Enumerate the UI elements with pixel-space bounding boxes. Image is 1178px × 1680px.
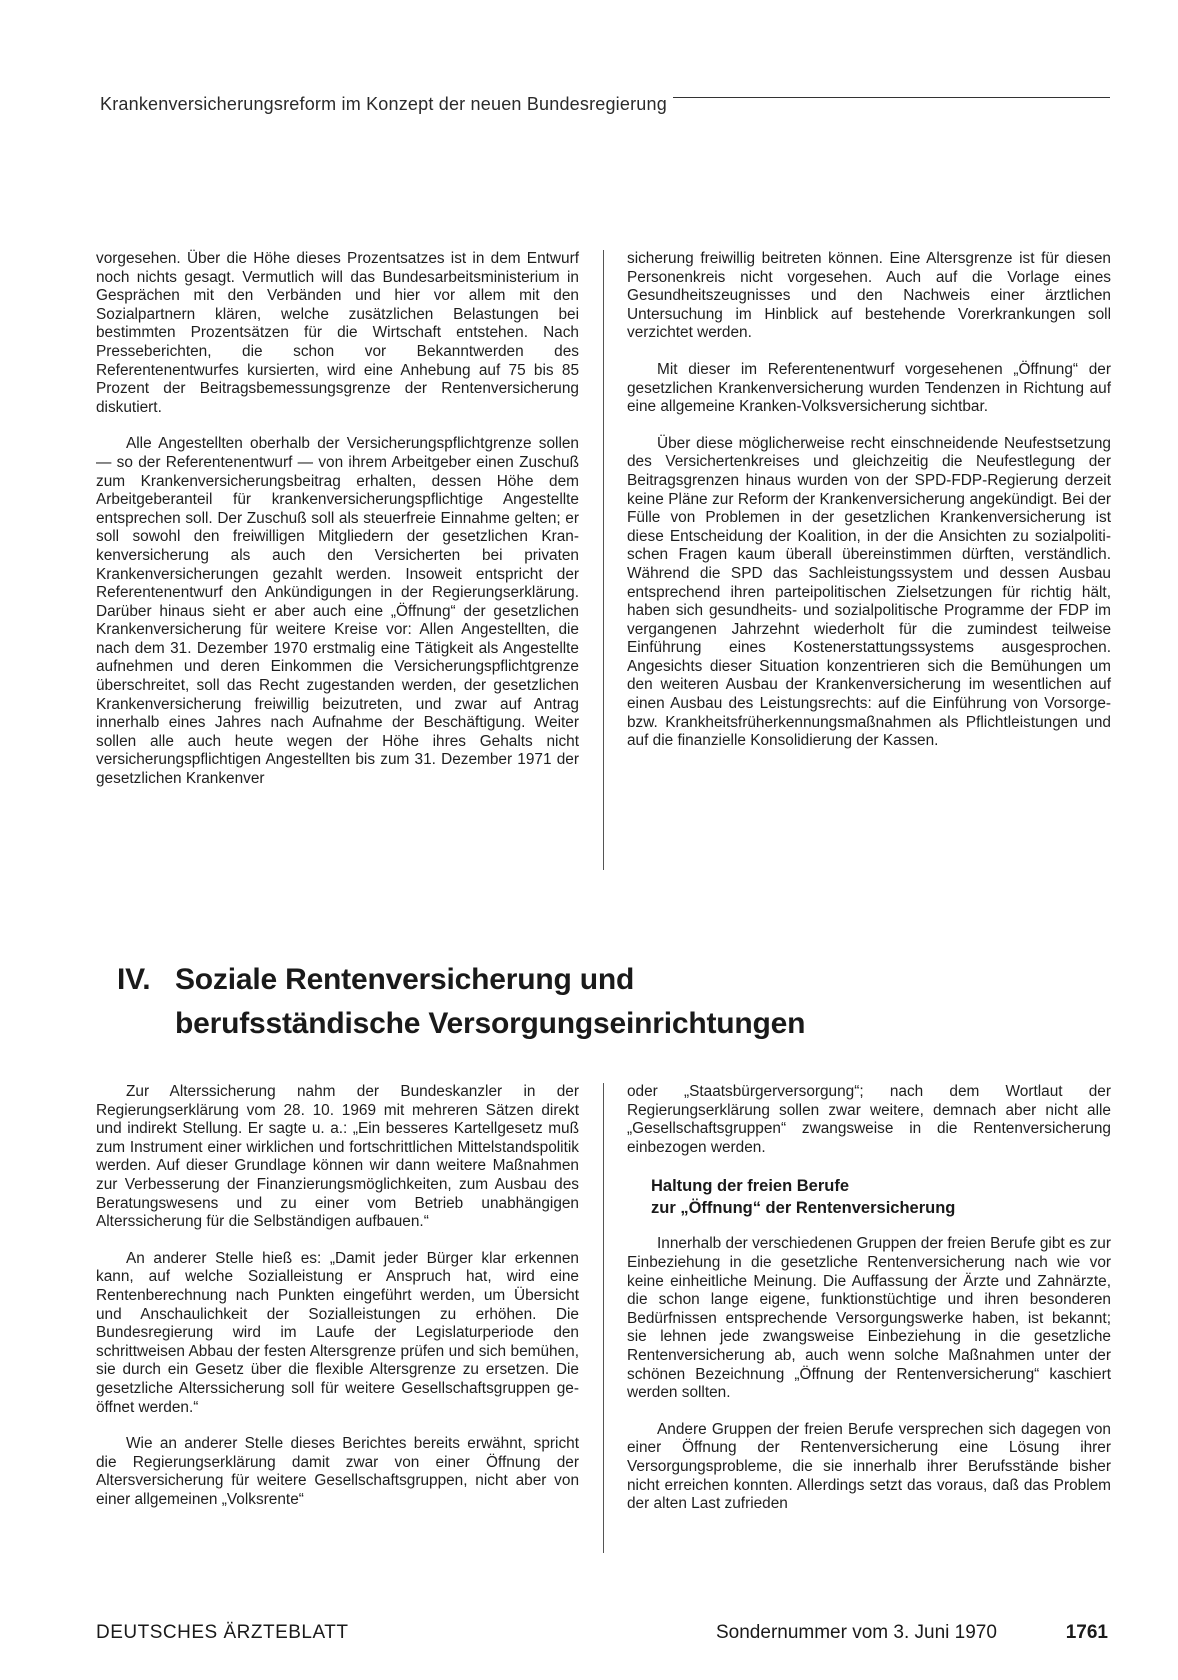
- journal-name: DEUTSCHES ÄRZTEBLATT: [96, 1622, 349, 1643]
- running-head: [100, 92, 1110, 116]
- paragraph: vorgesehen. Über die Höhe dieses Prozentsatzes ist in dem Entwurf noch nichts gesagt. Vermutlich will das Bundesarbeitsministerium in Gesprächen mit den Verbänden und hier vor allem mit den Sozialpartnern klären, welche zusätzlichen Belastungen bei bestimmten Prozentsätzen für die Wirtschaft entstehen. Nach Presseberichten, die schon vor Bekanntwerden des Referentenentwurfes kursierten, wird eine Anhebung auf 75 bis 85 Prozent der Beitragsbemessungsgrenze der Rentenversicherung diskutiert.: [96, 250, 579, 416]
- running-head-title: Krankenversicherungsreform im Konzept der neuen Bundesregierung: [100, 93, 667, 114]
- lower-right-column: [627, 1083, 1111, 1514]
- section-number: IV.: [117, 963, 151, 996]
- paragraph: oder „Staatsbürgerversorgung“; nach dem Wortlaut der Regierungserklärung sollen zwar weitere, demnach aber nicht alle „Gesellschaftsgruppen“ zwangsweise in die Rentenversicherung einbezogen werden.: [627, 1083, 1111, 1156]
- running-head-rule: [673, 97, 1110, 98]
- subsection-heading: [651, 1175, 1111, 1219]
- issue-date: Sondernummer vom 3. Juni 1970: [716, 1622, 997, 1643]
- upper-left-column: [96, 250, 579, 789]
- section-heading-line2: berufsständische Versorgungseinrichtungen: [175, 1007, 806, 1040]
- lower-left-column: [96, 1083, 579, 1509]
- paragraph: Wie an anderer Stelle dieses Berichtes bereits erwähnt, spricht die Regierungserklärung damit zwar von einer Öffnung der Altersversicherung für weitere Gesellschaftsgruppen, nicht aber von einer allgemeinen „Volksrente“: [96, 1435, 579, 1508]
- paragraph: Alle Angestellten oberhalb der Versicherungspflichtgrenze sollen — so der Referentenentwurf — von ihrem Arbeitgeber einen Zuschuß zum Krankenversicherungsbeitrag erhalten, dessen Höhe dem Arbeitgeberanteil für krankenversicherungspflichtige Angestellte entsprechen soll. Der Zuschuß soll als steuerfreie Einnahme gelten; er soll sowohl den freiwilligen Mitgliedern der gesetzlichen Krankenversicherung als auch den Versicherten bei privaten Krankenversicherungen gezahlt werden. Insoweit entspricht der Referentenentwurf den Ankündigungen in der Regierungserklärung. Darüber hinaus sieht er aber auch eine „Öffnung“ der gesetzlichen Krankenversicherung für weitere Kreise vor: Allen Angestellten, die nach dem 31. Dezember 1970 erstmalig eine Tätigkeit als Angestellte aufnehmen und deren Einkommen die Versicherungspflichtgrenze überschreitet, soll das Recht zugestanden werden, der gesetzlichen Krankenversicherung freiwillig beizutreten, und zwar auf Antrag innerhalb eines Jahres nach Aufnahme der Beschäftigung. Weiter sollen alle auch heute wegen der Höhe ihres Gehalts nicht versicherungspflichtigen Angestellten bis zum 31. Dezember 1971 der gesetzlichen Krankenver: [96, 435, 579, 788]
- paragraph: Mit dieser im Referentenentwurf vorgesehenen „Öffnung“ der gesetzlichen Krankenversicherung wurden Tendenzen in Richtung auf eine allgemeine Kranken-Volksversicherung sichtbar.: [627, 360, 1111, 416]
- column-divider: [603, 1083, 604, 1553]
- paragraph: An anderer Stelle hieß es: „Damit jeder Bürger klar erkennen kann, auf welche Sozialleistung er Anspruch hat, wird eine Rentenberechnung nach Punkten eingeführt werden, um Übersicht und Anschaulichkeit der Sozialleistungen zu erhöhen. Die Bundesregierung wird im Laufe der Legislaturperiode den schrittweisen Abbau der festen Altersgrenze prüfen und sich bemühen, sie durch ein Gesetz über die flexible Altersgrenze zu ersetzen. Die gesetzliche Alterssicherung soll für weitere Gesellschaftsgruppen geöffnet werden.“: [96, 1249, 579, 1416]
- column-divider: [603, 250, 604, 870]
- paragraph: Innerhalb der verschiedenen Gruppen der freien Berufe gibt es zur Einbeziehung in die gesetzliche Rentenversicherung nach wie vor keine einheitliche Meinung. Die Auffassung der Ärzte und Zahnärzte, die schon lange eigene, funktionstüchtige und ihren besonderen Bedürfnissen entsprechende Versorgungswerke haben, ist bekannt; sie lehnen jede zwangsweise Einbeziehung in die gesetzliche Rentenversicherung ab, auch wenn solche Maßnahmen unter der schönen Bezeichnung „Öffnung der Rentenversicherung“ kaschiert werden sollten.: [627, 1235, 1111, 1402]
- paragraph: Andere Gruppen der freien Berufe versprechen sich dagegen von einer Öffnung der Rentenversicherung eine Lösung ihrer Versorgungsprobleme, die sie innerhalb ihrer Berufsstände bisher nicht erreichen konnten. Allerdings setzt das voraus, daß das Problem der alten Last zufrieden: [627, 1420, 1111, 1513]
- section-heading: [117, 958, 1077, 1046]
- page-footer: [96, 1622, 1108, 1648]
- subsection-heading-line1: Haltung der freien Berufe: [651, 1177, 850, 1196]
- page-number: 1761: [1065, 1622, 1108, 1643]
- section-heading-line1: Soziale Rentenversicherung und: [175, 963, 635, 996]
- paragraph: Über diese möglicherweise recht einschneidende Neufestsetzung des Versichertenkreises und gleichzeitig die Neufestlegung der Beitragsgrenzen hinaus wurden von der SPD-FDP-Regierung derzeit keine Pläne zur Reform der Krankenversicherung angekündigt. Bei der Fülle von Problemen in der gesetzlichen Krankenversicherung ist diese Entscheidung der Koalition, in der die Ansichten zu sozialpolitischen Fragen kaum überall übereinstimmen dürften, verständlich. Während die SPD das Sachleistungssystem und dessen Ausbau entsprechend ihren parteipolitischen Zielsetzungen für richtig hält, haben sich gesundheits- und sozialpolitische Programme der FDP im vergangenen Jahrzehnt wiederholt für die zumindest teilweise Einführung eines Kostenerstattungssystems ausgesprochen. Angesichts dieser Situation konzentrieren sich die Bemühungen um den weiteren Ausbau der Krankenversicherung im wesentlichen auf einen Ausbau des Leistungsrechts: auf die Einführung von Vorsorge- bzw. Krankheitsfrüherkennungsmaßnahmen als Pflichtleistungen und auf die finanzielle Konsolidierung der Kassen.: [627, 434, 1111, 750]
- subsection-heading-line2: zur „Öffnung“ der Rentenversicherung: [651, 1199, 956, 1218]
- paragraph: Zur Alterssicherung nahm der Bundeskanzler in der Regierungserklärung vom 28. 10. 1969 mit mehreren Sätzen direkt und indirekt Stellung. Er sagte u. a.: „Ein besseres Kartellgesetz muß zum Instrument einer wirklichen und fortschrittlichen Mittelstandspolitik werden. Auf dieser Grundlage können wir dann weitere Maßnahmen zur Verbesserung der Finanzierungsmöglichkeiten, zum Ausbau des Beratungswesens und zu einer vom Betrieb unabhängigen Alterssicherung für die Selbständigen aufbauen.“: [96, 1083, 579, 1231]
- paragraph: sicherung freiwillig beitreten können. Eine Altersgrenze ist für diesen Personenkreis nicht vorgesehen. Auch auf die Vorlage eines Gesundheitszeugnisses und den Nachweis einer ärztlichen Untersuchung im Hinblick auf bestehende Vorerkrankungen soll verzichtet werden.: [627, 250, 1111, 342]
- upper-right-column: [627, 250, 1111, 751]
